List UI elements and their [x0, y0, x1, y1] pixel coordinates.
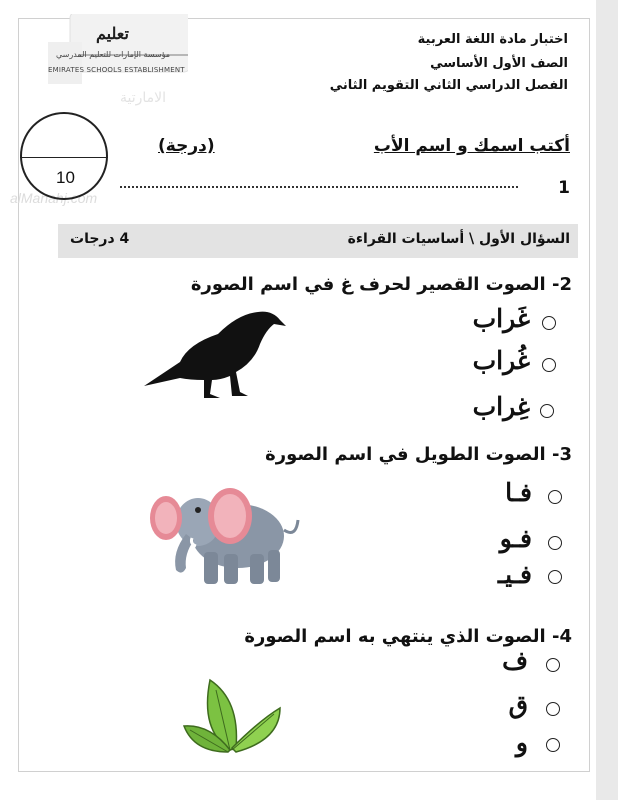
q4-option-1-radio[interactable] [546, 658, 560, 672]
elephant-picture-icon [146, 478, 302, 590]
q3-option-2-radio[interactable] [548, 536, 562, 550]
q4-option-2-text: ق [508, 690, 528, 719]
exam-title: اختبار مادة اللغة العربية [417, 32, 568, 47]
grade-label: الصف الأول الأساسي [430, 56, 568, 71]
question-3-prompt: 3- الصوت الطويل في اسم الصورة [265, 444, 572, 465]
leaves-picture-icon [180, 660, 286, 760]
q2-option-2-radio[interactable] [542, 358, 556, 372]
name-marks: (درجة) [158, 136, 215, 156]
logo-org-arabic: مؤسسة الإمارات للتعليم المدرسي [56, 50, 171, 59]
q4-option-3-text: و [515, 728, 528, 757]
q3-option-3-radio[interactable] [548, 570, 562, 584]
q2-option-3-text: غِراب [472, 392, 530, 421]
score-value: 10 [56, 168, 75, 187]
q3-option-1-text: فـا [505, 478, 532, 507]
page-edge-strip [596, 0, 618, 800]
q2-option-2-text: غُراب [472, 346, 530, 375]
logo-org-english: EMIRATES SCHOOLS ESTABLISHMENT [48, 66, 185, 74]
section-marks: 4 درجات [70, 231, 130, 247]
q2-option-1-text: غَراب [472, 304, 530, 333]
term-label: الفصل الدراسي الثاني التقويم الثاني [329, 78, 568, 93]
q3-option-3-text: فـيـ [497, 560, 532, 589]
question-2-prompt: 2- الصوت القصير لحرف غ في اسم الصورة [190, 274, 572, 295]
name-instruction: أكتب اسمك و اسم الأب [373, 136, 570, 156]
q4-option-2-radio[interactable] [546, 702, 560, 716]
q4-option-3-radio[interactable] [546, 738, 560, 752]
watermark-site: alManahj.com [10, 190, 98, 206]
score-divider [20, 157, 108, 158]
name-answer-line[interactable] [120, 186, 518, 188]
q3-option-2-text: فـو [499, 524, 532, 553]
q2-option-3-radio[interactable] [540, 404, 554, 418]
crow-picture-icon [140, 300, 290, 400]
watermark-arabic: الامارتية [120, 90, 167, 106]
section-title: السؤال الأول \ أساسيات القراءة [347, 231, 570, 247]
q3-option-1-radio[interactable] [548, 490, 562, 504]
name-line-number: 1 [558, 178, 570, 198]
q2-option-1-radio[interactable] [542, 316, 556, 330]
logo-arabic-text: تعليم [96, 24, 129, 43]
question-4-prompt: 4- الصوت الذي ينتهي به اسم الصورة [244, 626, 572, 647]
q4-option-1-text: ف [502, 646, 528, 675]
